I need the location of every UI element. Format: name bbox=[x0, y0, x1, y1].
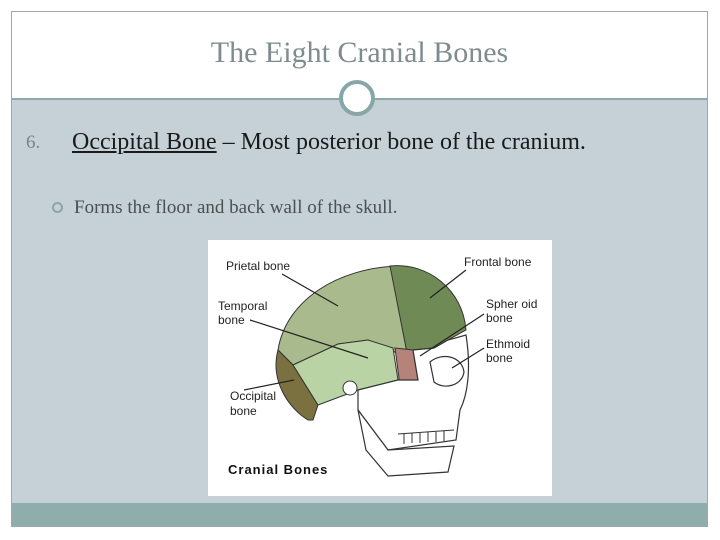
bullet-description: – Most posterior bone of the cranium. bbox=[216, 129, 586, 155]
label-frontal: Frontal bone bbox=[464, 255, 532, 269]
circle-ornament-icon bbox=[339, 80, 375, 116]
label-occipital-line2: bone bbox=[230, 404, 257, 418]
label-sphenoid-line1: Spher oid bbox=[486, 297, 538, 311]
list-number: 6. bbox=[26, 132, 41, 153]
sub-bullet: Forms the floor and back wall of the skull. bbox=[74, 197, 398, 218]
label-sphenoid-line2: bone bbox=[486, 311, 513, 325]
ear-canal bbox=[343, 381, 357, 395]
eye-orbit bbox=[430, 357, 464, 387]
label-temporal-line1: Temporal bbox=[218, 299, 268, 313]
skull-figure bbox=[208, 240, 552, 496]
figure-caption: Cranial Bones bbox=[228, 462, 329, 477]
label-occipital-line1: Occipital bbox=[230, 389, 277, 403]
bullet-term: Occipital Bone bbox=[72, 129, 217, 155]
slide-title: The Eight Cranial Bones bbox=[210, 36, 509, 69]
label-ethmoid-line2: bone bbox=[486, 351, 513, 365]
footer-band bbox=[12, 503, 707, 526]
label-parietal: Prietal bone bbox=[226, 259, 291, 273]
skull-illustration bbox=[208, 240, 552, 496]
label-temporal-line2: bone bbox=[218, 313, 245, 327]
main-bullet bbox=[72, 126, 672, 158]
label-ethmoid-line1: Ethmoid bbox=[486, 337, 531, 351]
ring-bullet-icon bbox=[52, 202, 63, 213]
